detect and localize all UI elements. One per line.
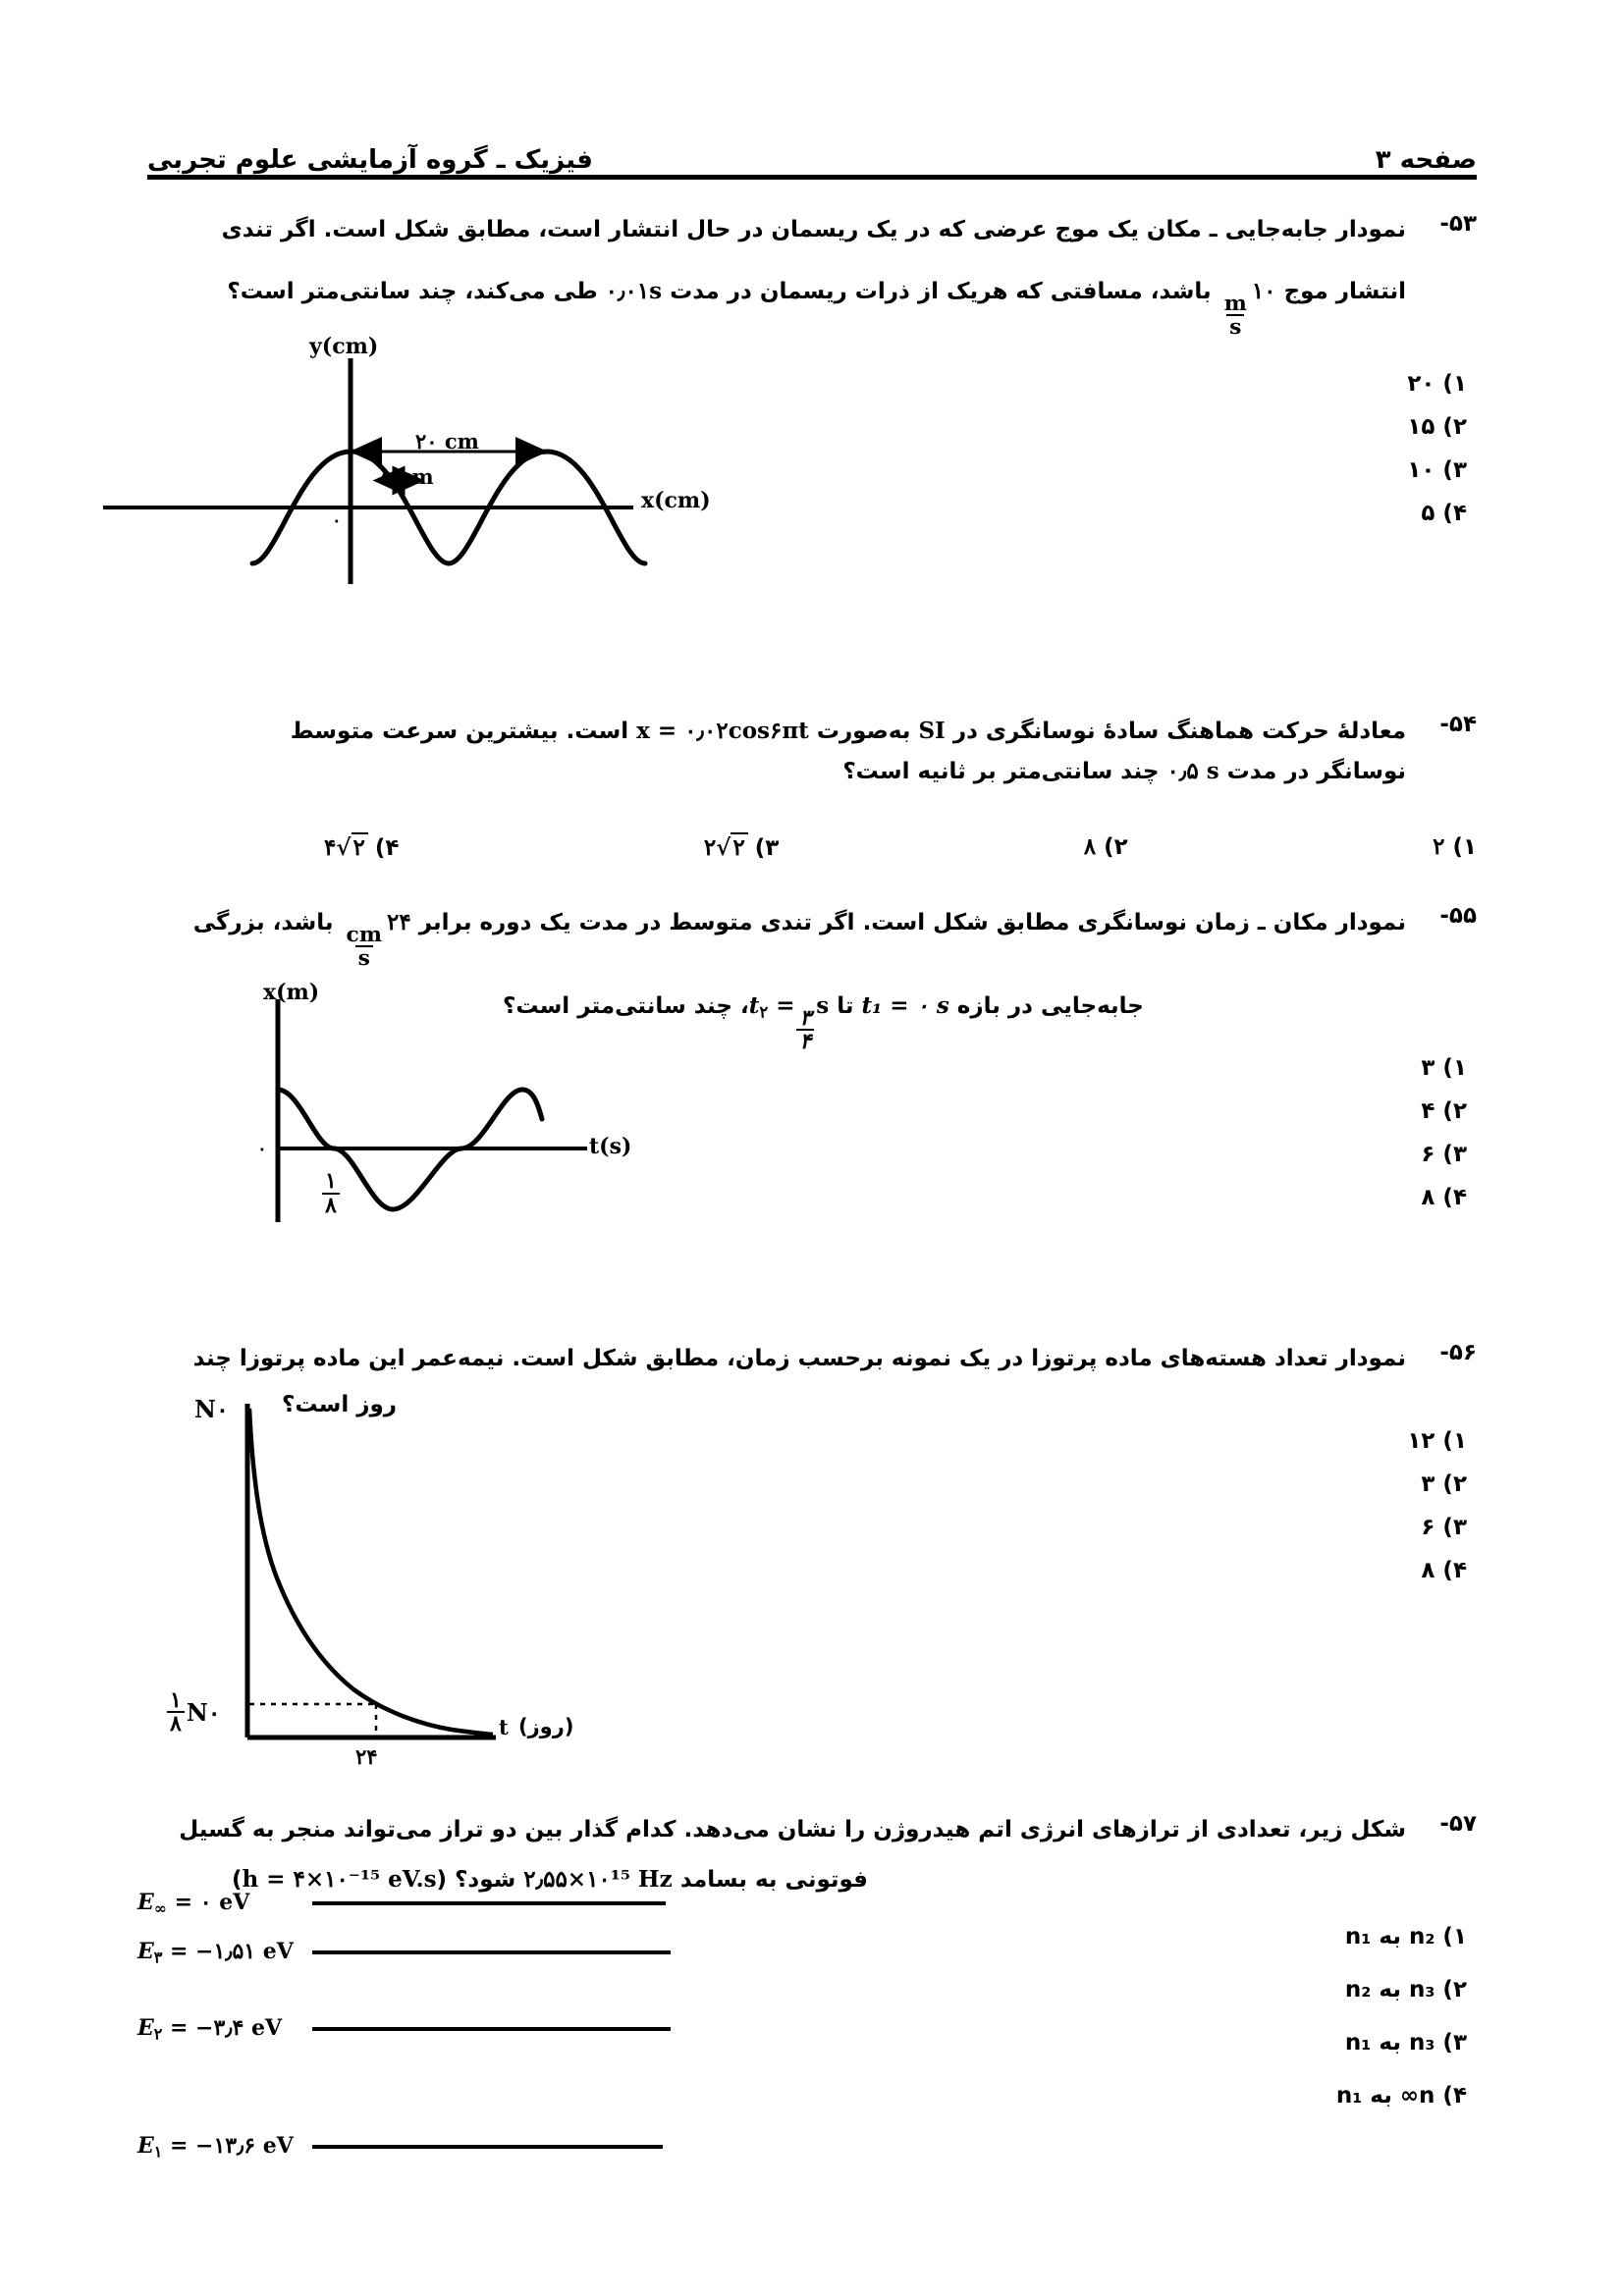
question-57-stem <box>149 1811 1406 1850</box>
q55-t2-unit: s <box>816 992 830 1019</box>
q56-n0-eighth-label <box>165 1689 221 1735</box>
q54-text-b: به‌صورت <box>816 719 911 744</box>
q53-time-value: ۰٫۰۱s <box>605 277 663 304</box>
q56-x-axis-unit: (روز) <box>518 1715 574 1738</box>
q53-speed-value: ۱۰ <box>1251 277 1276 304</box>
q55-tick-frac <box>322 1170 340 1216</box>
question-56-option-2[interactable]: ۲) ۳ <box>1421 1471 1467 1497</box>
q56-decay-svg <box>147 1399 697 1791</box>
q54-opt3-value: ۲√۲ <box>704 832 747 861</box>
question-56-line-1: نمودار تعداد هسته‌های ماده پرتوزا در یک نمونه برحسب زمان، مطابق شکل است. نیمه‌عمر این ماده پرتوزا چند <box>192 1346 1406 1371</box>
question-57-number: ۵۷- <box>1439 1811 1477 1837</box>
q55-speed-unit-fraction <box>344 924 385 970</box>
question-55-option-3[interactable]: ۳) ۶ <box>1421 1142 1467 1167</box>
q54-opt4-num: ۴) <box>374 835 400 861</box>
question-53-option-2[interactable]: ۲) ۱۵ <box>1407 414 1467 440</box>
question-54-option-2[interactable] <box>1084 833 1128 860</box>
energy-level-label-3 <box>137 1939 312 1966</box>
question-53-stem <box>149 211 1406 338</box>
q54-si-label: SI <box>918 718 946 744</box>
question-56-number: ۵۶- <box>1439 1340 1477 1365</box>
q55-t2-var: t <box>748 992 760 1019</box>
q56-x-tick-label: ۲۴ <box>355 1744 378 1769</box>
q54-opt3-coef: ۲ <box>703 834 717 861</box>
page-header <box>147 130 1477 175</box>
energy-level-row-1 <box>137 2133 663 2161</box>
question-55-line-1 <box>149 903 1406 970</box>
question-53-options <box>1271 371 1467 544</box>
question-57-option-3[interactable]: ۳) n₃ به n₁ <box>1344 2030 1467 2056</box>
question-53-line-2 <box>149 272 1406 339</box>
q54-text-c: است. بیشترین سرعت متوسط <box>290 719 629 744</box>
q55-t2-fraction <box>796 1007 814 1053</box>
q57-text-a: فوتونی به بسامد <box>679 1867 868 1893</box>
energy-level-row-infinity <box>137 1890 666 1917</box>
e-inf-var: E <box>137 1890 154 1915</box>
q55-y-axis-label: x(m) <box>263 980 320 1005</box>
e1-sub: ۱ <box>153 2142 163 2162</box>
question-53-figure <box>142 334 751 633</box>
q54-text-e: چند سانتی‌متر بر ثانیه است؟ <box>842 758 1160 784</box>
energy-level-line-1 <box>312 2145 663 2149</box>
q55-t2-den: ۴ <box>796 1029 814 1052</box>
q54-equation: x = ۰٫۰۲cos۶πt <box>636 718 809 744</box>
question-55-number: ۵۵- <box>1439 903 1477 929</box>
q55-text-d: ، چند سانتی‌متر است؟ <box>503 993 749 1019</box>
question-57-line-1: شکل زیر، تعدادی از ترازهای انرژی اتم هیدروژن را نشان می‌دهد. کدام گذار بین دو تراز می‌تواند منجر به گسیل <box>179 1817 1406 1842</box>
q54-text-a: معادلهٔ حرکت هماهنگ سادهٔ نوسانگری در <box>952 719 1406 744</box>
question-57-energy-diagram <box>137 1890 844 2184</box>
energy-level-line-3 <box>312 1950 671 1954</box>
q55-t2-num: ۳ <box>799 1005 812 1032</box>
q55-text-c: جابه‌جایی در بازه <box>956 993 1144 1019</box>
page-number-label: صفحه ۳ <box>1375 145 1477 175</box>
energy-level-line-infinity <box>312 1901 666 1905</box>
e-inf-value: = ۰ eV <box>174 1890 250 1915</box>
question-57-option-1[interactable]: ۱) n₂ به n₁ <box>1344 1924 1467 1949</box>
e-inf-sub: ∞ <box>153 1898 167 1918</box>
question-56-option-3[interactable]: ۳) ۶ <box>1421 1515 1467 1540</box>
q53-unit-num: m <box>1223 290 1247 316</box>
q55-speed-value: ۲۴ <box>386 909 411 935</box>
q57-frequency-value: ۲٫۵۵×۱۰¹⁵ Hz <box>523 1866 673 1893</box>
energy-level-line-2 <box>312 2027 671 2031</box>
question-53-line-1: نمودار جابه‌جایی ـ مکان یک موج عرضی که در یک ریسمان در حال انتشار است، مطابق شکل است. اگر تندی <box>221 217 1406 242</box>
q53-wavelength-label: ۲۰ cm <box>415 429 479 454</box>
q55-t2-expression: $t_۲$ = $\frac{۳}{۴}$ s <box>748 992 830 1055</box>
question-55-option-1[interactable]: ۱) ۳ <box>1421 1055 1467 1081</box>
q57-text-b: شود؟ ( <box>436 1867 516 1893</box>
q54-opt4-radicand: ۲ <box>352 832 368 861</box>
q55-unit-num: cm <box>346 922 382 948</box>
e2-var: E <box>137 2015 154 2041</box>
question-55-options <box>1271 1055 1467 1228</box>
e2-sub: ۲ <box>153 2024 163 2044</box>
energy-level-row-3 <box>137 1939 671 1966</box>
exam-subject-title: فیزیک ـ گروه آزمایشی علوم تجربی <box>147 145 593 175</box>
q54-opt4-coef: ۴ <box>324 834 337 861</box>
q53-x-axis-label: x(cm) <box>641 488 711 513</box>
q54-opt2-value: ۸ <box>1083 833 1097 860</box>
question-54-option-4[interactable] <box>324 832 399 861</box>
question-56-options <box>1271 1428 1467 1601</box>
question-55-option-2[interactable]: ۲) ۴ <box>1421 1098 1467 1124</box>
q55-curve-svg <box>147 982 707 1256</box>
q55-t2-sub: ۲ <box>759 1001 769 1022</box>
question-54-number: ۵۴- <box>1439 712 1477 737</box>
q54-opt2-num: ۲) <box>1104 834 1128 860</box>
e1-var: E <box>137 2133 154 2159</box>
q56-eighth-symbol: N۰ <box>186 1697 221 1727</box>
q53-unit-den: s <box>1226 314 1244 338</box>
q54-text-d: نوسانگر در مدت <box>1226 758 1406 784</box>
q54-opt1-num: ۱) <box>1452 834 1477 860</box>
q55-tick-fraction <box>320 1156 342 1216</box>
q55-origin-label: ۰ <box>257 1139 267 1159</box>
question-54-stem <box>149 712 1406 791</box>
question-55-option-4[interactable]: ۴) ۸ <box>1421 1185 1467 1210</box>
q54-opt3-radicand: ۲ <box>731 832 747 861</box>
question-53-option-4[interactable]: ۴) ۵ <box>1421 501 1467 526</box>
q53-text-a: انتشار موج <box>1283 278 1406 304</box>
question-54-options <box>324 832 1477 861</box>
e2-value: = −۳٫۴ eV <box>169 2015 283 2041</box>
e1-value: = −۱۳٫۶ eV <box>169 2133 294 2159</box>
q56-eighth-den: ۸ <box>167 1711 185 1735</box>
q53-text-c: باشد، مسافتی که هریک از ذرات ریسمان در مدت <box>670 278 1212 304</box>
question-54-line-2 <box>149 752 1406 792</box>
q56-eighth-fraction <box>167 1689 185 1735</box>
q57-planck-constant: h = ۴×۱۰⁻¹⁵ eV.s <box>242 1866 437 1893</box>
question-54-option-3[interactable] <box>704 832 779 861</box>
e3-sub: ۳ <box>153 1948 163 1967</box>
q55-tick-num: ۱ <box>325 1168 337 1195</box>
question-57-option-2[interactable]: ۲) n₃ به n₂ <box>1344 1977 1467 2002</box>
q53-speed-unit-fraction <box>1221 290 1250 340</box>
q55-unit-den: s <box>355 945 373 969</box>
q55-text-b: باشد، بزرگی <box>192 910 334 935</box>
question-56-figure <box>147 1395 697 1791</box>
q56-x-axis-label: t <box>499 1715 509 1739</box>
q53-origin-label: ۰ <box>332 510 342 531</box>
e3-var: E <box>137 1939 154 1964</box>
question-53-option-1[interactable]: ۱) ۲۰ <box>1407 371 1467 397</box>
q57-text-c: ) <box>231 1867 243 1893</box>
q56-n0-label: N۰ <box>194 1395 229 1423</box>
question-53-option-3[interactable]: ۳) ۱۰ <box>1407 457 1467 483</box>
energy-level-label-2 <box>137 2015 312 2043</box>
question-56-stem <box>149 1340 1406 1379</box>
question-57-option-4[interactable]: ۴) n∞ به n₁ <box>1335 2083 1467 2109</box>
question-56-line-2: روز است؟ <box>282 1392 397 1417</box>
question-54-line-1 <box>149 712 1406 752</box>
question-56-option-1[interactable]: ۱) ۱۲ <box>1407 1428 1467 1454</box>
q55-text-a: نمودار مکان ـ زمان نوسانگری مطابق شکل است. اگر تندی متوسط در مدت یک دوره برابر <box>418 910 1406 935</box>
q53-wave-svg <box>142 339 751 633</box>
energy-level-label-1 <box>137 2133 312 2161</box>
header-divider <box>147 175 1477 180</box>
q55-t1-value: t₁ = ۰ s <box>861 992 949 1019</box>
question-53-number: ۵۳- <box>1439 211 1477 237</box>
question-55-figure <box>147 982 707 1256</box>
q55-tick-den: ۸ <box>322 1193 340 1216</box>
question-54-option-1[interactable] <box>1433 833 1477 860</box>
energy-level-label-infinity <box>137 1890 312 1917</box>
q54-opt3-num: ۳) <box>754 835 780 861</box>
question-56-option-4[interactable]: ۴) ۸ <box>1421 1558 1467 1583</box>
e3-value: = −۱٫۵۱ eV <box>169 1939 294 1964</box>
energy-level-row-2 <box>137 2015 671 2043</box>
question-55-stem <box>149 903 1406 970</box>
q54-time-value: ۰٫۵ s <box>1166 757 1219 784</box>
q55-x-axis-label: t(s) <box>589 1134 632 1159</box>
q56-eighth-num: ۱ <box>170 1687 182 1713</box>
q53-amplitude-label: ۵ cm <box>381 464 434 489</box>
q53-text-e: طی می‌کند، چند سانتی‌متر است؟ <box>227 278 598 304</box>
q54-opt1-value: ۲ <box>1433 833 1445 860</box>
question-57-options <box>1212 1924 1467 2126</box>
q53-y-axis-label: y(cm) <box>309 334 379 359</box>
q55-text-mid: تا <box>837 993 854 1019</box>
q54-opt4-value: ۴√۲ <box>324 832 367 861</box>
